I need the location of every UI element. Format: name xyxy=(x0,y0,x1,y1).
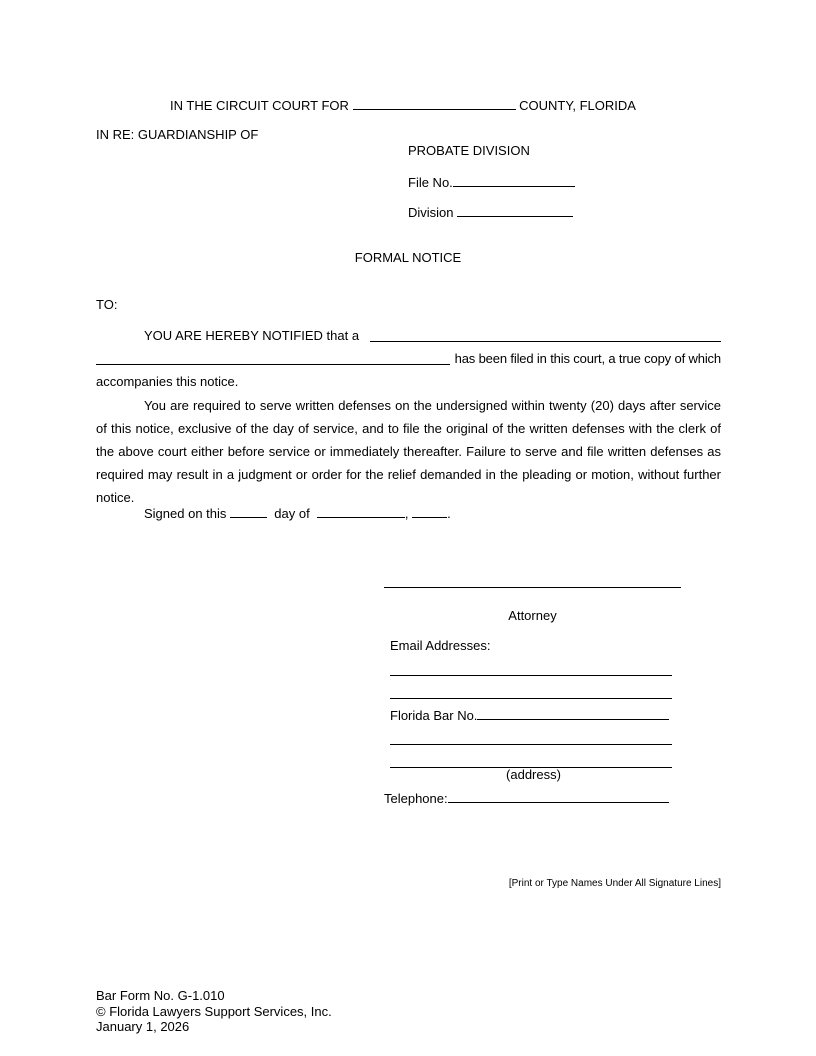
telephone-label: Telephone: xyxy=(384,791,448,806)
court-heading xyxy=(170,97,636,114)
telephone-row xyxy=(384,790,669,807)
file-number-blank-line xyxy=(453,174,575,187)
court-prefix: IN THE CIRCUIT COURT FOR xyxy=(170,98,349,113)
year-blank-line xyxy=(412,505,447,518)
copyright-notice: © Florida Lawyers Support Services, Inc. xyxy=(96,1004,332,1019)
address-label: (address) xyxy=(506,767,561,782)
signed-prefix: Signed on this xyxy=(144,506,227,521)
form-date: January 1, 2026 xyxy=(96,1019,190,1034)
florida-bar-label: Florida Bar No. xyxy=(390,708,478,723)
file-number-label: File No. xyxy=(408,175,453,190)
in-re-label: IN RE: GUARDIANSHIP OF xyxy=(96,127,259,142)
to-label: TO: xyxy=(96,297,118,312)
court-suffix: COUNTY, FLORIDA xyxy=(519,98,636,113)
day-blank-line xyxy=(230,505,267,518)
document-type-blank-line-1 xyxy=(370,341,721,342)
county-blank-line xyxy=(353,97,516,110)
division-label: Division xyxy=(408,205,454,220)
file-number-row xyxy=(408,174,575,191)
email-blank-line-2 xyxy=(390,698,672,699)
signed-comma: , xyxy=(404,506,409,521)
address-blank-line-1 xyxy=(390,744,672,745)
division-blank-line xyxy=(457,204,573,217)
print-names-note: [Print or Type Names Under All Signature Lines] xyxy=(508,878,721,889)
probate-division-label: PROBATE DIVISION xyxy=(408,143,530,158)
notified-prefix: YOU ARE HEREBY NOTIFIED that a xyxy=(144,328,360,343)
month-blank-line xyxy=(317,505,405,518)
defenses-paragraph: You are required to serve written defenses on the undersigned within twenty (20) days after service of this notice, exclusive of the day of service, and to file the original of the written defenses with the clerk of the above court either before service or immediately thereafter. Failure to serve and file written defenses as required may result in a judgment or order for the relief demanded in the pleading or motion, without further notice. xyxy=(96,398,721,505)
attorney-signature-line xyxy=(384,587,681,588)
document-type-blank-line-2 xyxy=(96,364,450,365)
filed-suffix: has been filed in this court, a true copy of which xyxy=(454,351,721,366)
signed-date-row xyxy=(144,505,451,522)
florida-bar-blank-line xyxy=(477,707,669,720)
telephone-blank-line xyxy=(448,790,669,803)
day-of-label: day of xyxy=(274,506,310,521)
email-blank-line-1 xyxy=(390,675,672,676)
signed-period: . xyxy=(447,506,451,521)
attorney-label: Attorney xyxy=(508,608,557,623)
accompanies-text: accompanies this notice. xyxy=(96,374,239,389)
florida-bar-row xyxy=(390,707,669,724)
email-addresses-label: Email Addresses: xyxy=(390,638,491,653)
document-title: FORMAL NOTICE xyxy=(354,250,462,265)
bar-form-number: Bar Form No. G-1.010 xyxy=(96,988,225,1003)
division-row xyxy=(408,204,573,221)
